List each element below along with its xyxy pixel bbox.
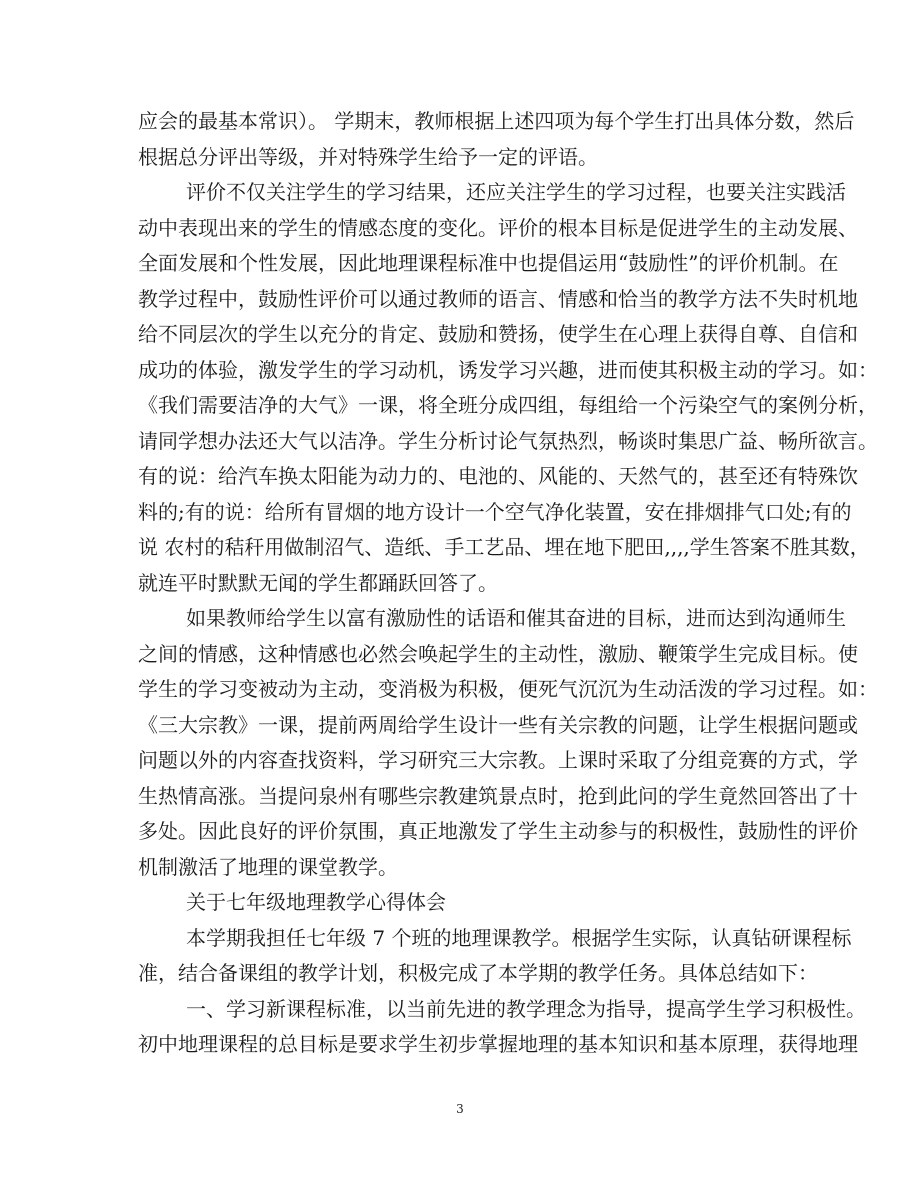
- text-line: 一、学习新课程标准，以当前先进的教学理念为指导，提高学生学习积极性。: [186, 996, 866, 1021]
- text-line: 评价不仅关注学生的学习结果，还应关注学生的学习过程，也要关注实践活: [186, 180, 846, 204]
- text-line: 全面发展和个性发展，因此地理课程标准中也提倡运用“鼓励性”的评价机制。在: [138, 251, 839, 275]
- text-line: 问题以外的内容查找资料，学习研究三大宗教。上课时采取了分组竞赛的方式，学: [138, 748, 858, 772]
- text-line: 生热情高涨。当提问泉州有哪些宗教建筑景点时，抢到此问的学生竟然回答出了十: [138, 783, 858, 808]
- text-line: 多处。因此良好的评价氛围，真正地激发了学生主动参与的积极性，鼓励性的评价: [138, 819, 858, 843]
- text-line: 动中表现出来的学生的情感态度的变化。评价的根本目标是促进学生的主动发展、: [138, 215, 858, 240]
- text-line: 请同学想办法还大气以洁净。学生分析讨论气氛热烈，畅谈时集思广益、畅所欲言。: [138, 428, 878, 453]
- page-number: 3: [456, 1102, 464, 1116]
- text-line: 成功的体验，激发学生的学习动机，诱发学习兴趣，进而使其积极主动的学习。如：: [138, 357, 878, 382]
- text-line: 就连平时默默无闻的学生都踊跃回答了。: [138, 570, 498, 595]
- text-line: 《我们需要洁净的大气》一课，将全班分成四组，每组给一个污染空气的案例分析，: [138, 393, 878, 417]
- text-line: 给不同层次的学生以充分的肯定、鼓励和赞扬，使学生在心理上获得自尊、自信和: [138, 322, 858, 346]
- document-body: [138, 104, 878, 1063]
- text-line: 学生的学习变被动为主动，变消极为积极，便死气沉沉为生动活泼的学习过程。如：: [138, 677, 878, 701]
- text-line: 根据总分评出等级，并对特殊学生给予一定的评语。: [138, 144, 598, 169]
- text-line: 教学过程中，鼓励性评价可以通过教师的语言、情感和恰当的教学方法不失时机地: [138, 286, 858, 311]
- section-heading: 关于七年级地理教学心得体会: [186, 890, 446, 914]
- text-line: 之间的情感，这种情感也必然会唤起学生的主动性，激励、鞭策学生完成目标。使: [138, 641, 858, 666]
- text-line: 机制激活了地理的课堂教学。: [138, 854, 398, 879]
- text-line: 准，结合备课组的教学计划，积极完成了本学期的教学任务。具体总结如下：: [138, 961, 818, 985]
- text-line: 料的;有的说：给所有冒烟的地方设计一个空气净化装置，安在排烟排气口处;有的: [138, 499, 852, 524]
- text-line: 《三大宗教》一课，提前两周给学生设计一些有关宗教的问题，让学生根据问题或: [138, 712, 858, 737]
- text-line: 如果教师给学生以富有激励性的话语和催其奋进的目标，进而达到沟通师生: [186, 606, 846, 630]
- text-line: 说 农村的秸秆用做制沼气、造纸、手工艺品、埋在地下肥田,,,,学生答案不胜其数，: [138, 535, 870, 559]
- text-line: 有的说：给汽车换太阳能为动力的、电池的、风能的、天然气的，甚至还有特殊饮: [138, 464, 858, 488]
- text-line: 应会的最基本常识）。 学期末，教师根据上述四项为每个学生打出具体分数，然后: [138, 109, 855, 133]
- text-line: 本学期我担任七年级 7 个班的地理课教学。根据学生实际，认真钻研课程标: [186, 925, 852, 950]
- text-line: 初中地理课程的总目标是要求学生初步掌握地理的基本知识和基本原理，获得地理: [138, 1032, 858, 1056]
